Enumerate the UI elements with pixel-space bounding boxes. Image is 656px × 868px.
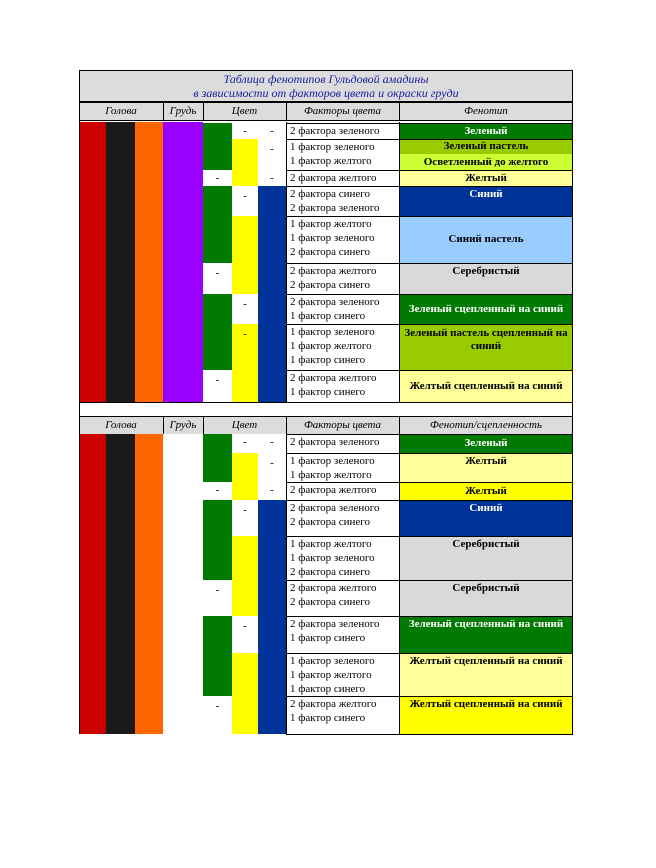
phenotype-cell: Желтый [400,170,572,186]
column-header: Грудь [169,105,197,117]
grid-line [286,482,573,483]
color-factor-text: 1 фактор желтого [290,218,372,230]
phenotype-cell: Синий [400,186,572,216]
grid-line [286,696,573,697]
color-swatch [203,536,232,580]
color-factor-text: 1 фактор синего [290,712,366,724]
color-factor-text: 2 фактора желтого [290,372,377,384]
grid-line [79,402,573,403]
color-factor-text: 1 фактор синего [290,386,366,398]
column-header: Голова [105,419,137,431]
color-factor-text: 2 фактора зеленого [290,296,380,308]
color-swatch [258,324,286,370]
grid-line [286,434,287,734]
color-factor-text: 1 фактор синего [290,354,366,366]
phenotype-cell: Зеленый сцепленный на синий [400,616,572,653]
color-swatch [232,170,258,186]
absent-factor-dash: - [215,172,220,184]
absent-factor-dash: - [243,125,247,137]
grid-line [399,102,400,120]
column-header: Цвет [231,105,258,117]
color-factor-text: 1 фактор желтого [290,469,372,481]
column-header: Факторы цвета [303,105,382,117]
color-factor-text: 2 фактора желтого [290,172,377,184]
color-factor-text: 1 фактор желтого [290,669,372,681]
color-swatch [258,500,286,536]
phenotype-cell: Зеленый сцепленный на синий [400,294,572,324]
table-title-line2: в зависимости от факторов цвета и окраски груди [193,86,459,100]
absent-factor-dash: - [270,172,274,184]
absent-factor-dash: - [215,374,220,386]
phenotype-cell: Зеленый [400,123,572,139]
color-swatch [232,139,258,170]
color-factor-text: 1 фактор синего [290,310,366,322]
absent-factor-dash: - [270,457,274,469]
grid-line [79,120,573,121]
absent-factor-dash: - [243,328,247,340]
color-swatch [258,696,286,734]
color-factor-text: 1 фактор желтого [290,538,372,550]
head-stripe-black [106,122,135,402]
color-swatch [232,216,258,263]
color-factor-text: 2 фактора синего [290,279,371,291]
color-swatch [258,263,286,294]
color-swatch [203,500,232,536]
phenotype-cell: Серебристый [400,580,572,616]
grid-line [286,186,573,187]
grid-line [399,416,400,434]
grid-line [286,102,287,120]
grid-line [286,453,573,454]
phenotype-cell: Синий [400,500,572,536]
column-header: Факторы цвета [303,419,382,431]
absent-factor-dash: - [215,484,220,496]
grid-line [286,216,573,217]
color-swatch [232,580,258,616]
head-stripe-orange [135,122,163,402]
color-swatch [232,370,258,402]
grid-line [286,170,573,171]
color-factor-text: 2 фактора зеленого [290,502,380,514]
grid-line [286,294,573,295]
absent-factor-dash: - [243,190,247,202]
head-stripe-red [79,434,106,734]
color-factor-text: 2 фактора синего [290,246,371,258]
color-swatch [258,536,286,580]
grid-line [286,616,573,617]
grid-line [286,370,573,371]
grid-line [286,536,573,537]
color-swatch [203,324,232,370]
color-factor-text: 1 фактор зеленого [290,326,375,338]
color-factor-text: 1 фактор зеленого [290,455,375,467]
color-factor-text: 2 фактора синего [290,188,371,200]
phenotype-cell: Зеленый пастель [400,139,572,154]
color-factor-text: 1 фактор желтого [290,155,372,167]
color-swatch [203,453,232,482]
color-factor-text: 2 фактора синего [290,566,371,578]
color-swatch [232,263,258,294]
phenotype-cell: Зеленый [400,434,572,453]
grid-line [286,500,573,501]
absent-factor-dash: - [215,700,220,712]
color-swatch [258,294,286,324]
color-factor-text: 1 фактор зеленого [290,232,375,244]
color-factor-text: 1 фактор синего [290,683,366,695]
color-swatch [232,696,258,734]
color-factor-text: 1 фактор зеленого [290,141,375,153]
table-title-line1: Таблица фенотипов Гульдовой амадины [223,72,429,86]
grid-line [79,102,573,103]
color-factor-text: 1 фактор желтого [290,340,372,352]
color-swatch [258,370,286,402]
phenotype-cell: Желтый сцепленный на синий [400,653,572,696]
phenotype-cell: Осветленный до желтого [400,154,572,170]
absent-factor-dash: - [270,484,274,496]
absent-factor-dash: - [243,436,247,448]
color-factor-text: 1 фактор зеленого [290,655,375,667]
phenotype-cell: Желтый сцепленный на синий [400,370,572,402]
color-swatch [232,536,258,580]
absent-factor-dash: - [215,267,220,279]
grid-line [203,416,204,434]
color-factor-text: 2 фактора зеленого [290,125,380,137]
phenotype-cell [400,355,572,370]
color-factor-text: 2 фактора желтого [290,698,377,710]
absent-factor-dash: - [270,436,274,448]
color-swatch [203,186,232,216]
color-factor-text: 2 фактора желтого [290,582,377,594]
color-swatch [258,580,286,616]
chest-color [163,122,203,402]
column-header: Цвет [231,419,258,431]
color-factor-text: 2 фактора синего [290,516,371,528]
grid-line [286,416,287,434]
color-swatch [258,216,286,263]
grid-line [286,734,573,735]
grid-line [163,102,164,120]
color-swatch [232,453,258,482]
grid-line [399,122,400,402]
grid-line [286,122,287,402]
grid-line [286,653,573,654]
phenotype-cell: Серебристый [400,536,572,580]
grid-line [399,434,400,734]
absent-factor-dash: - [270,125,274,137]
chest-color [163,434,203,734]
phenotype-cell: Зеленый пастель сцепленный на синий [400,324,572,355]
phenotype-cell: Серебристый [400,263,572,294]
column-header: Фенотип [464,105,508,117]
phenotype-cell: Желтый [400,453,572,482]
color-swatch [232,482,258,500]
absent-factor-dash: - [243,620,247,632]
grid-line [286,123,573,124]
grid-line [286,434,573,435]
phenotype-cell: Синий пастель [400,216,572,263]
color-factor-text: 2 фактора зеленого [290,618,380,630]
absent-factor-dash: - [215,584,220,596]
head-stripe-black [106,434,135,734]
column-header: Грудь [169,419,197,431]
color-factor-text: 1 фактор синего [290,632,366,644]
grid-line [286,324,573,325]
color-swatch [203,139,232,170]
head-stripe-red [79,122,106,402]
head-stripe-orange [135,434,163,734]
color-factor-text: 2 фактора желтого [290,484,377,496]
color-factor-text: 2 фактора синего [290,596,371,608]
grid-line [79,416,573,417]
color-swatch [203,653,232,696]
color-swatch [258,616,286,653]
column-header: Голова [105,105,137,117]
color-swatch [258,186,286,216]
color-swatch [203,294,232,324]
grid-line [286,263,573,264]
color-swatch [203,434,232,453]
absent-factor-dash: - [270,143,274,155]
color-swatch [203,123,232,139]
phenotype-cell: Желтый сцепленный на синий [400,696,572,734]
color-factor-text: 2 фактора желтого [290,265,377,277]
grid-line [203,102,204,120]
grid-line [286,139,573,140]
color-factor-text: 2 фактора зеленого [290,202,380,214]
color-swatch [232,653,258,696]
absent-factor-dash: - [243,298,247,310]
grid-line [286,580,573,581]
color-factor-text: 1 фактор зеленого [290,552,375,564]
color-swatch [258,653,286,696]
grid-line [163,416,164,434]
color-factor-text: 2 фактора зеленого [290,436,380,448]
absent-factor-dash: - [243,504,247,516]
color-swatch [203,616,232,653]
column-header: Фенотип/сцепленность [430,419,542,431]
color-swatch [203,216,232,263]
phenotype-cell: Желтый [400,482,572,500]
